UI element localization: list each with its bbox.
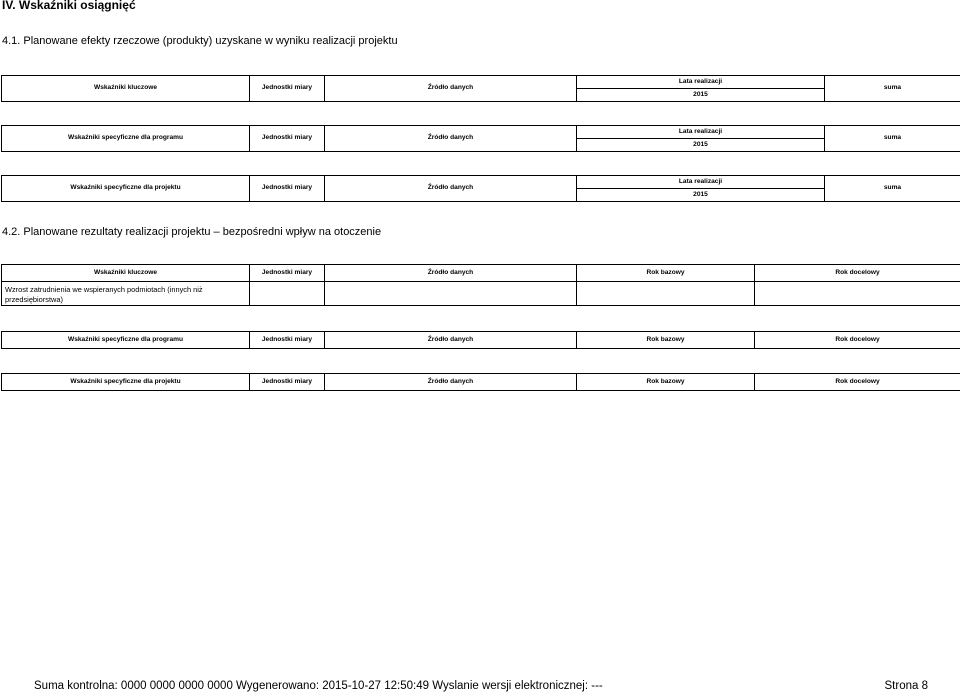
table-4-1-project-indicators xyxy=(1,175,960,202)
header-units: Jednostki miary xyxy=(250,76,325,102)
header-sum: suma xyxy=(825,176,960,202)
header-program-indicators: Wskaźniki specyficzne dla programu xyxy=(2,332,250,349)
header-year: 2015 xyxy=(577,189,825,202)
section-4-2-title: 4.2. Planowane rezultaty realizacji projektu – bezpośredni wpływ na otoczenie xyxy=(2,226,382,238)
header-units: Jednostki miary xyxy=(250,126,325,152)
header-data-source: Źródło danych xyxy=(325,374,577,391)
table-4-2-program-indicators xyxy=(1,331,960,349)
table-4-1-key-indicators xyxy=(1,75,960,102)
indicator-row-source xyxy=(325,282,577,306)
footer-checksum: Suma kontrolna: 0000 0000 0000 0000 Wygenerowano: 2015-10-27 12:50:49 Wyslanie wersji elektronicznej: --- xyxy=(34,680,603,692)
header-year: 2015 xyxy=(577,139,825,152)
header-units: Jednostki miary xyxy=(250,176,325,202)
header-base-year: Rok bazowy xyxy=(577,374,755,391)
indicator-row-target xyxy=(755,282,960,306)
header-data-source: Źródło danych xyxy=(325,76,577,102)
header-units: Jednostki miary xyxy=(250,332,325,349)
table-4-2-project-indicators xyxy=(1,373,960,391)
header-data-source: Źródło danych xyxy=(325,176,577,202)
header-years: Lata realizacji xyxy=(577,176,825,189)
header-sum: suma xyxy=(825,76,960,102)
header-project-indicators: Wskaźniki specyficzne dla projektu xyxy=(2,176,250,202)
header-key-indicators: Wskaźniki kluczowe xyxy=(2,265,250,282)
header-data-source: Źródło danych xyxy=(325,332,577,349)
header-sum: suma xyxy=(825,126,960,152)
table-4-2-key-indicators xyxy=(1,264,960,306)
header-units: Jednostki miary xyxy=(250,374,325,391)
header-years: Lata realizacji xyxy=(577,76,825,89)
table-4-1-program-indicators xyxy=(1,125,960,152)
indicator-row-base xyxy=(577,282,755,306)
header-base-year: Rok bazowy xyxy=(577,265,755,282)
header-target-year: Rok docelowy xyxy=(755,265,960,282)
header-year: 2015 xyxy=(577,89,825,102)
header-target-year: Rok docelowy xyxy=(755,374,960,391)
header-data-source: Źródło danych xyxy=(325,265,577,282)
header-years: Lata realizacji xyxy=(577,126,825,139)
header-project-indicators: Wskaźniki specyficzne dla projektu xyxy=(2,374,250,391)
header-key-indicators: Wskaźniki kluczowe xyxy=(2,76,250,102)
header-base-year: Rok bazowy xyxy=(577,332,755,349)
indicator-row-label: Wzrost zatrudnienia we wspieranych podmiotach (innych niż przedsiębiorstwa) xyxy=(2,282,250,306)
header-data-source: Źródło danych xyxy=(325,126,577,152)
indicator-row-units xyxy=(250,282,325,306)
header-program-indicators: Wskaźniki specyficzne dla programu xyxy=(2,126,250,152)
header-target-year: Rok docelowy xyxy=(755,332,960,349)
header-units: Jednostki miary xyxy=(250,265,325,282)
page-heading: IV. Wskaźniki osiągnięć xyxy=(2,0,136,12)
section-4-1-title: 4.1. Planowane efekty rzeczowe (produkty) uzyskane w wyniku realizacji projektu xyxy=(2,35,398,47)
footer-page-number: Strona 8 xyxy=(884,680,928,692)
